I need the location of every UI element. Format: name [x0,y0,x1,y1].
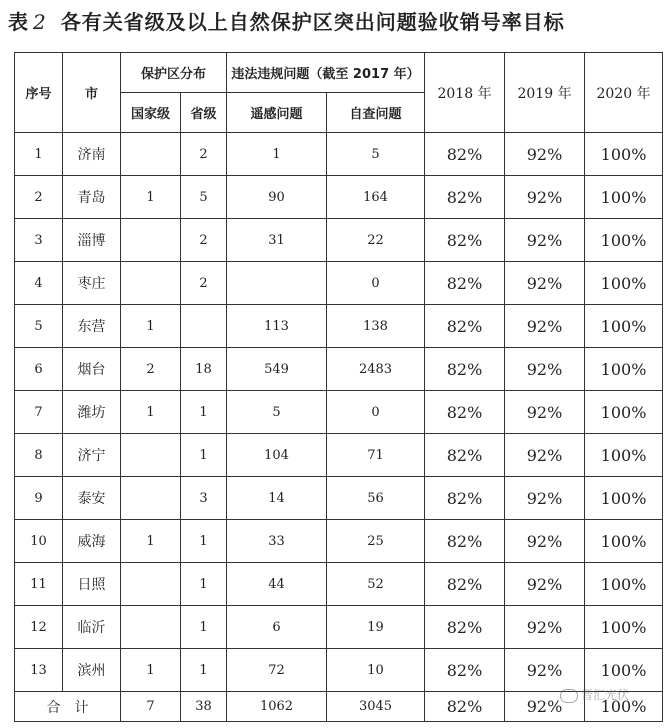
cell-self-check: 5 [327,133,425,176]
cell-city: 临沂 [63,606,121,649]
cell-provincial: 2 [181,262,227,305]
cell-remote-sensing: 113 [227,305,327,348]
cell-self-check: 164 [327,176,425,219]
cell-rate-2018: 82% [425,606,505,649]
cell-provincial: 2 [181,219,227,262]
cell-city: 滨州 [63,649,121,692]
cell-national: 1 [121,305,181,348]
cell-self-check: 2483 [327,348,425,391]
cell-rate-2019: 92% [505,348,585,391]
cell-rate-2020: 100% [585,606,663,649]
cell-provincial: 18 [181,348,227,391]
header-self-check: 自查问题 [327,93,425,133]
header-national: 国家级 [121,93,181,133]
cell-self-check: 52 [327,563,425,606]
cell-seq: 13 [15,649,63,692]
cell-rate-2019: 92% [505,133,585,176]
total-self-check: 3045 [327,692,425,722]
cell-rate-2018: 82% [425,520,505,563]
watermark [560,686,660,708]
cell-rate-2020: 100% [585,649,663,692]
cell-national [121,563,181,606]
cell-seq: 12 [15,606,63,649]
total-remote-sensing: 1062 [227,692,327,722]
cell-seq: 8 [15,434,63,477]
cell-remote-sensing: 6 [227,606,327,649]
header-reserve-distribution: 保护区分布 [121,53,227,93]
cell-remote-sensing: 44 [227,563,327,606]
cell-remote-sensing: 549 [227,348,327,391]
cell-national: 1 [121,176,181,219]
cell-rate-2020: 100% [585,391,663,434]
cell-self-check: 25 [327,520,425,563]
cell-rate-2018: 82% [425,477,505,520]
cell-remote-sensing: 5 [227,391,327,434]
table-title [8,6,667,40]
cell-self-check: 10 [327,649,425,692]
cell-rate-2019: 92% [505,477,585,520]
cell-rate-2019: 92% [505,176,585,219]
cell-national [121,219,181,262]
cell-rate-2018: 82% [425,176,505,219]
cell-rate-2019: 92% [505,649,585,692]
table-row [15,348,663,391]
total-rate-2019: 92% [505,692,585,722]
cell-provincial: 1 [181,649,227,692]
cell-remote-sensing: 31 [227,219,327,262]
cell-remote-sensing: 104 [227,434,327,477]
cell-city: 青岛 [63,176,121,219]
cell-rate-2018: 82% [425,262,505,305]
cell-city: 济南 [63,133,121,176]
cell-national [121,133,181,176]
cell-rate-2018: 82% [425,434,505,477]
cell-remote-sensing: 14 [227,477,327,520]
cell-seq: 6 [15,348,63,391]
cell-remote-sensing [227,262,327,305]
total-national: 7 [121,692,181,722]
header-row-top [15,53,663,93]
cell-national: 1 [121,391,181,434]
cell-national: 1 [121,520,181,563]
cell-rate-2018: 82% [425,219,505,262]
cell-national [121,606,181,649]
cell-city: 日照 [63,563,121,606]
cell-remote-sensing: 1 [227,133,327,176]
cell-self-check: 138 [327,305,425,348]
cell-seq: 5 [15,305,63,348]
cell-self-check: 0 [327,262,425,305]
table-row [15,606,663,649]
cell-remote-sensing: 90 [227,176,327,219]
cell-rate-2020: 100% [585,520,663,563]
cell-rate-2019: 92% [505,262,585,305]
cell-self-check: 19 [327,606,425,649]
cell-seq: 4 [15,262,63,305]
wechat-icon [560,689,578,703]
cell-rate-2018: 82% [425,305,505,348]
table-row [15,219,663,262]
cell-self-check: 56 [327,477,425,520]
cell-national: 2 [121,348,181,391]
cell-rate-2019: 92% [505,305,585,348]
cell-rate-2018: 82% [425,391,505,434]
cell-rate-2020: 100% [585,133,663,176]
cell-seq: 9 [15,477,63,520]
cell-remote-sensing: 33 [227,520,327,563]
cell-national [121,477,181,520]
cell-rate-2019: 92% [505,434,585,477]
cell-rate-2020: 100% [585,434,663,477]
header-violations: 违法违规问题（截至 2017 年） [227,53,425,93]
cell-rate-2018: 82% [425,133,505,176]
cell-provincial: 1 [181,434,227,477]
cell-provincial: 1 [181,606,227,649]
table-row [15,477,663,520]
header-2019: 2019 年 [505,53,585,133]
cell-city: 烟台 [63,348,121,391]
cell-seq: 2 [15,176,63,219]
cell-rate-2019: 92% [505,563,585,606]
cell-provincial: 3 [181,477,227,520]
table-row [15,133,663,176]
cell-provincial: 1 [181,520,227,563]
cell-seq: 10 [15,520,63,563]
cell-rate-2020: 100% [585,563,663,606]
cell-provincial: 5 [181,176,227,219]
cell-provincial: 1 [181,391,227,434]
cell-rate-2020: 100% [585,477,663,520]
cell-city: 济宁 [63,434,121,477]
header-city: 市 [63,53,121,133]
cell-seq: 3 [15,219,63,262]
cell-city: 潍坊 [63,391,121,434]
title-label: 表 [8,10,29,34]
cell-city: 枣庄 [63,262,121,305]
cell-seq: 11 [15,563,63,606]
cell-seq: 1 [15,133,63,176]
cell-rate-2020: 100% [585,305,663,348]
cell-provincial: 2 [181,133,227,176]
cell-rate-2020: 100% [585,262,663,305]
cell-rate-2019: 92% [505,219,585,262]
table-row [15,563,663,606]
watermark-text: 晋汇光伏 [581,688,630,702]
cell-national [121,262,181,305]
title-text: 各有关省级及以上自然保护区突出问题验收销号率目标 [60,10,565,34]
header-2020: 2020 年 [585,53,663,133]
header-seq: 序号 [15,53,63,133]
table-row [15,305,663,348]
cell-national [121,434,181,477]
cell-city: 东营 [63,305,121,348]
cell-remote-sensing: 72 [227,649,327,692]
table-row [15,262,663,305]
total-provincial: 38 [181,692,227,722]
cell-national: 1 [121,649,181,692]
table-row [15,520,663,563]
cell-provincial: 1 [181,563,227,606]
cell-seq: 7 [15,391,63,434]
table-row [15,176,663,219]
cell-self-check: 0 [327,391,425,434]
cell-rate-2020: 100% [585,219,663,262]
title-number: 2 [33,10,47,34]
cell-provincial [181,305,227,348]
cell-rate-2018: 82% [425,563,505,606]
cell-rate-2019: 92% [505,391,585,434]
cell-self-check: 71 [327,434,425,477]
total-rate-2018: 82% [425,692,505,722]
header-2018: 2018 年 [425,53,505,133]
cell-rate-2018: 82% [425,348,505,391]
cell-rate-2018: 82% [425,649,505,692]
table-row [15,434,663,477]
header-remote-sensing: 遥感问题 [227,93,327,133]
header-provincial: 省级 [181,93,227,133]
cell-rate-2019: 92% [505,606,585,649]
total-rate-2020: 100% [585,692,663,722]
table-row [15,391,663,434]
cell-city: 泰安 [63,477,121,520]
cell-city: 淄博 [63,219,121,262]
targets-table [14,52,663,722]
cell-rate-2020: 100% [585,348,663,391]
cell-rate-2020: 100% [585,176,663,219]
cell-rate-2019: 92% [505,520,585,563]
cell-self-check: 22 [327,219,425,262]
cell-city: 威海 [63,520,121,563]
total-label: 合 计 [15,692,121,722]
